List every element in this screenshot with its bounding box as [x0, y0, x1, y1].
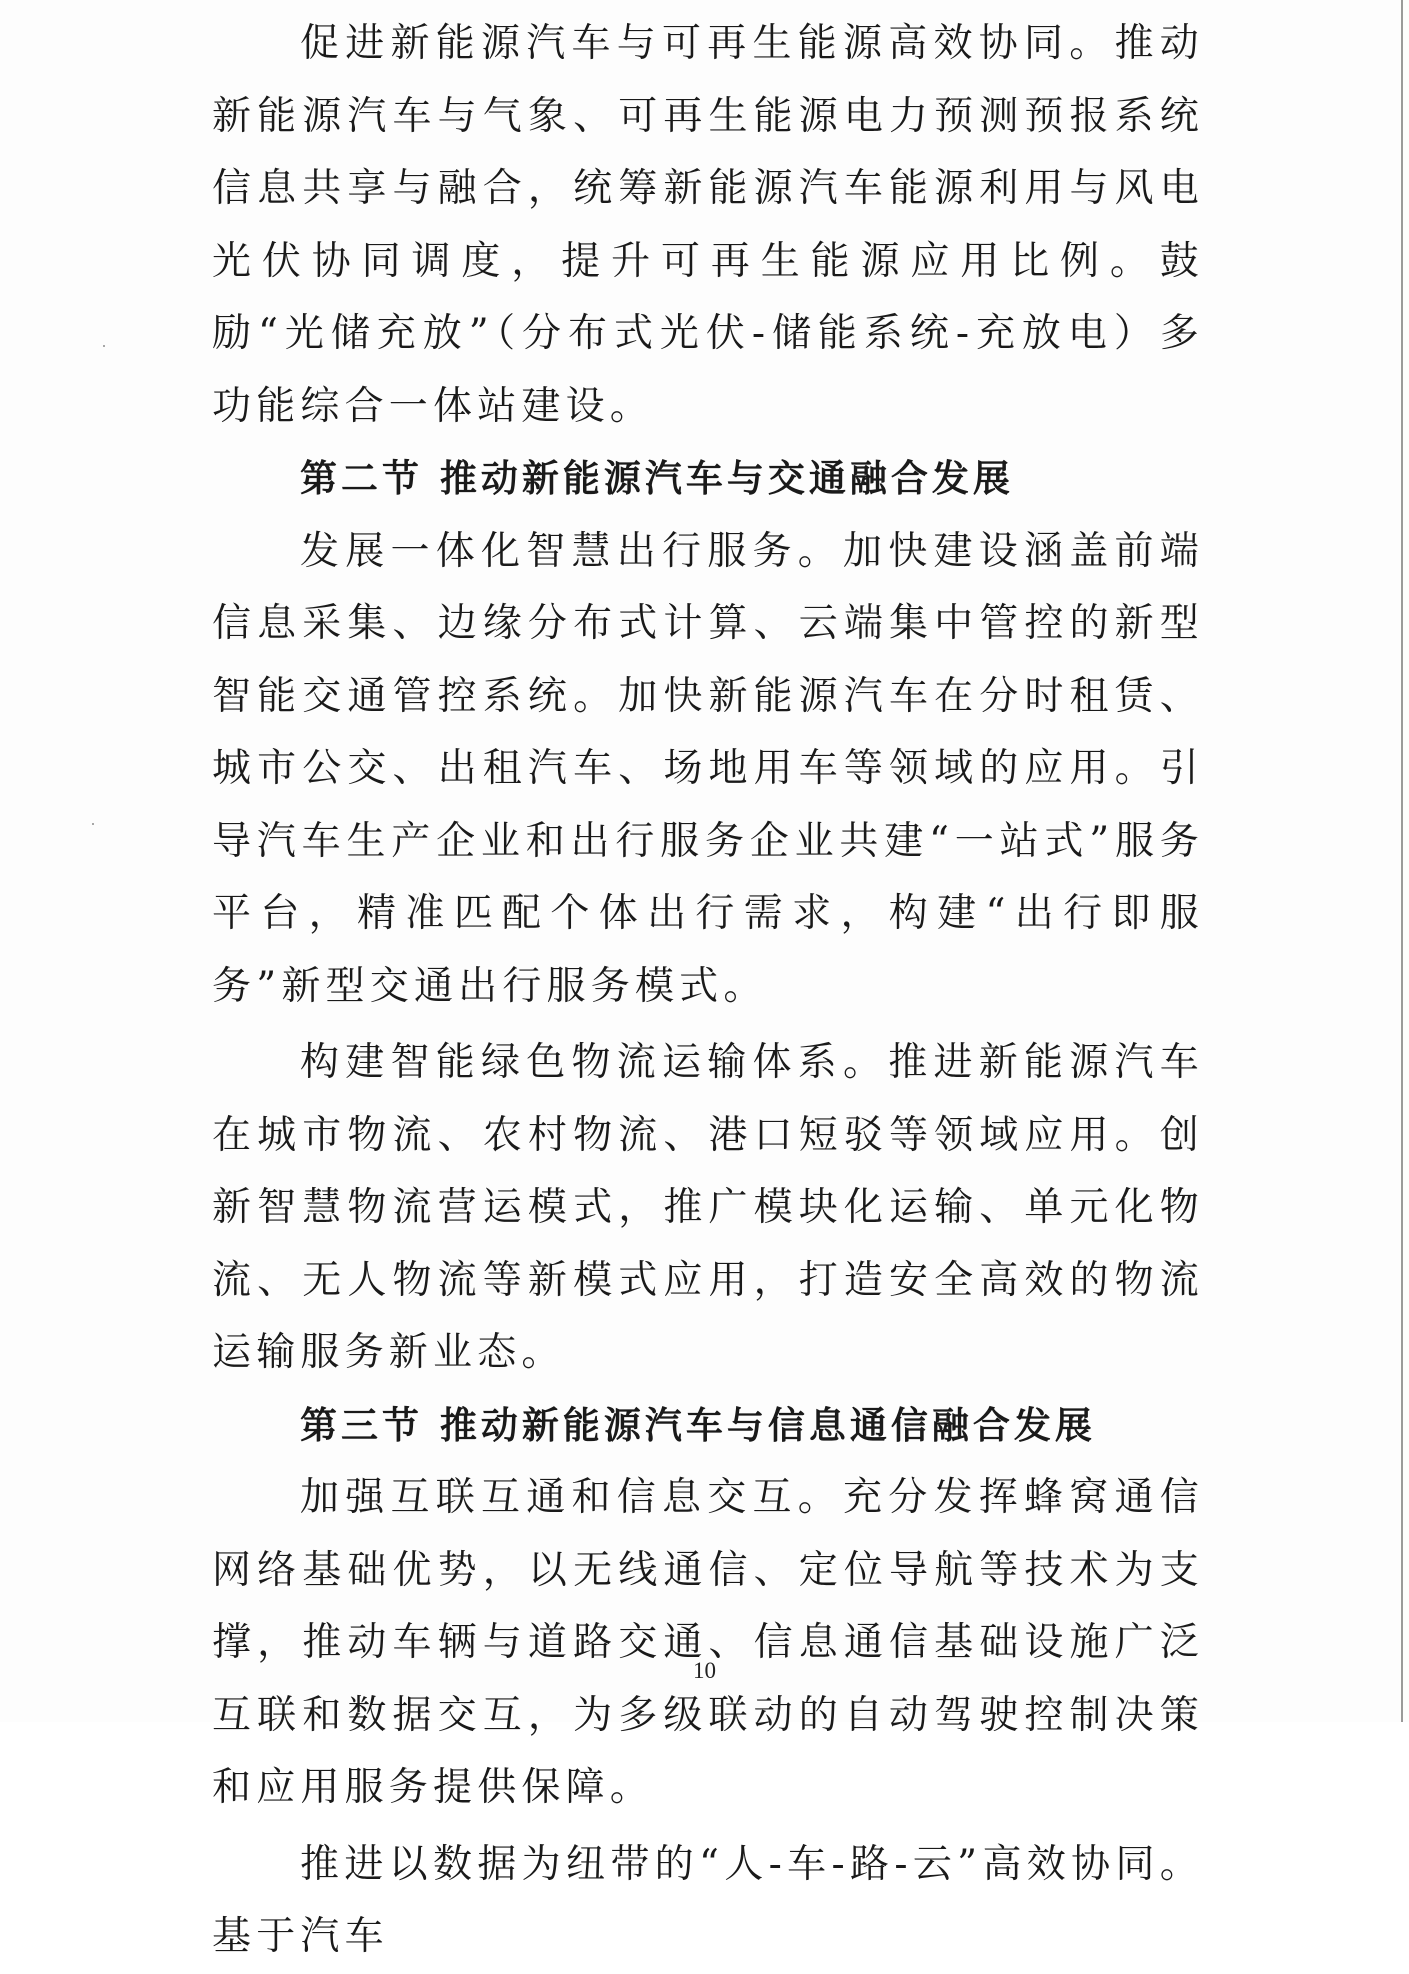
- paragraph-interconnection: 加强互联互通和信息交互。充分发挥蜂窝通信网络基础优势，以无线通信、定位导航等技术为支撑，推动车辆与道路交通、信息通信基础设施广泛互联和数据交互，为多级联动的自动驾驶控制决策和应用服务提供保障。: [212, 1475, 1204, 1810]
- scan-edge-line: [1401, 0, 1403, 1722]
- scan-speck: [92, 823, 94, 825]
- section-heading-2: 第二节 推动新能源汽车与交通融合发展: [300, 457, 1014, 500]
- paragraph-renewable-synergy: 促进新能源汽车与可再生能源高效协同。推动新能源汽车与气象、可再生能源电力预测预报系统信息共享与融合，统筹新能源汽车能源利用与风电光伏协同调度，提升可再生能源应用比例。鼓励“光储充放”（分布式光伏-储能系统-充放电）多功能综合一体站建设。: [212, 21, 1204, 429]
- paragraph-green-logistics: 构建智能绿色物流运输体系。推进新能源汽车在城市物流、农村物流、港口短驳等领域应用。创新智慧物流营运模式，推广模块化运输、单元化物流、无人物流等新模式应用，打造安全高效的物流运输服务新业态。: [212, 1040, 1204, 1375]
- paragraph-smart-mobility: 发展一体化智慧出行服务。加快建设涵盖前端信息采集、边缘分布式计算、云端集中管控的新型智能交通管控系统。加快新能源汽车在分时租赁、城市公交、出租汽车、场地用车等领域的应用。引导汽车生产企业和出行服务企业共建“一站式”服务平台，精准匹配个体出行需求，构建“出行即服务”新型交通出行服务模式。: [212, 528, 1204, 1009]
- scan-speck: [103, 345, 105, 347]
- page-number: 10: [693, 1658, 716, 1683]
- paragraph-data-collaboration: 推进以数据为纽带的“人-车-路-云”高效协同。基于汽车: [212, 1841, 1204, 1959]
- section-heading-3: 第三节 推动新能源汽车与信息通信融合发展: [300, 1403, 1096, 1447]
